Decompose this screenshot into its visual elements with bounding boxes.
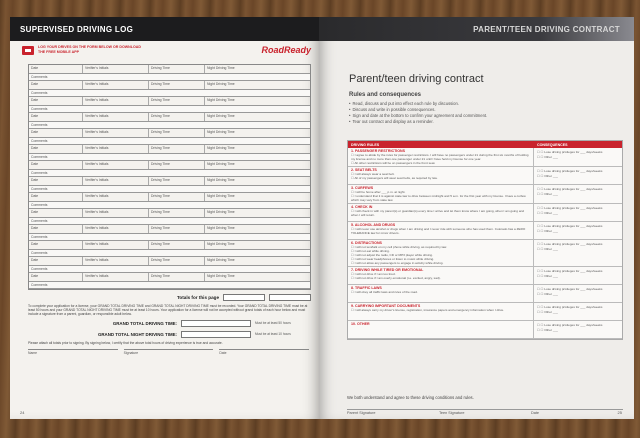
- log-entry-row[interactable]: [29, 225, 310, 234]
- page-totals-row: [28, 293, 311, 302]
- log-entry-label: Night Driving Time: [207, 210, 235, 214]
- rule-text-cell: [348, 185, 534, 203]
- grand-total-driving-row: [28, 319, 309, 328]
- log-entry-label: Date: [29, 241, 83, 249]
- log-comments-row[interactable]: Comments: [29, 90, 310, 97]
- log-entry-label: Verifier's Initials: [83, 257, 149, 265]
- log-entry-label: Night Driving Time: [207, 258, 235, 262]
- log-entry-row[interactable]: [29, 129, 310, 138]
- log-entry-row[interactable]: [29, 81, 310, 90]
- log-entry-label: Date: [29, 225, 83, 233]
- totals-driving-box[interactable]: [223, 294, 265, 301]
- consequence-option[interactable]: ☐ ☐ Lose driving privileges for ___ days/weeks: [537, 242, 619, 247]
- log-entry-row[interactable]: [29, 193, 310, 202]
- rule-text-cell: [348, 240, 534, 266]
- rule-title: 8. TRAFFIC LAWS: [351, 286, 382, 290]
- rule-title: 10. OTHER: [351, 322, 370, 326]
- consequence-option[interactable]: ☐ ☐ Other ___: [537, 310, 619, 315]
- grand-total-night-label: GRAND TOTAL NIGHT DRIVING TIME:: [97, 331, 177, 337]
- log-entry-label: Driving Time: [149, 177, 205, 185]
- grand-total-night-note: Must be at least 10 hours: [255, 332, 291, 337]
- log-entry-label: Night Driving Time: [207, 162, 235, 166]
- consequence-cell: [534, 240, 622, 266]
- rule-row: [348, 148, 622, 167]
- rule-text-cell: [348, 148, 534, 166]
- parent-signature-field[interactable]: Parent Signature: [347, 411, 376, 415]
- log-entry-label: Date: [29, 129, 83, 137]
- contract-subtitle: Rules and consequences: [349, 92, 422, 98]
- log-entry-label: Verifier's Initials: [83, 193, 149, 201]
- rule-checkbox-line[interactable]: ☐ I will not allow any passengers to engage in activity while driving.: [351, 261, 530, 265]
- rule-row: [348, 240, 622, 267]
- rule-row: [348, 185, 622, 204]
- log-entry-label: Verifier's Initials: [83, 209, 149, 217]
- consequence-option[interactable]: ☐ ☐ Lose driving privileges for ___ days/weeks: [537, 206, 619, 211]
- log-entry-label: Date: [29, 145, 83, 153]
- log-entry-row[interactable]: [29, 161, 310, 170]
- consequence-option[interactable]: ☐ ☐ Lose driving privileges for ___ days/weeks: [537, 187, 619, 192]
- log-entry-label: Night Driving Time: [207, 130, 235, 134]
- right-page-header: PARENT/TEEN DRIVING CONTRACT: [319, 17, 634, 41]
- log-entry-row[interactable]: [29, 113, 310, 122]
- signature-field[interactable]: Signature: [124, 349, 214, 355]
- rule-title: 3. CURFEWS: [351, 186, 374, 190]
- rule-row: [348, 204, 622, 222]
- bullet-item: • Discuss and write in possible consequences.: [349, 107, 634, 113]
- rules-table: [347, 140, 623, 340]
- log-entry-label: Night Driving Time: [207, 242, 235, 246]
- log-entry-row[interactable]: [29, 97, 310, 106]
- log-entry-label: Date: [29, 97, 83, 105]
- agreement-text: We both understand and agree to these driving conditions and rules.: [347, 395, 474, 400]
- bullet-item: • Sign and date at the bottom to confirm your agreement and commitment.: [349, 113, 634, 119]
- consequence-cell: [534, 167, 622, 184]
- brand-row: [22, 44, 311, 62]
- rule-row: [348, 222, 622, 240]
- log-entry-label: Date: [29, 65, 83, 73]
- rule-title: 1. PASSENGER RESTRICTIONS: [351, 149, 406, 153]
- log-entry-label: Date: [29, 81, 83, 89]
- consequence-cell: [534, 204, 622, 221]
- rule-title: 2. SEAT BELTS: [351, 168, 377, 172]
- log-entry-row[interactable]: [29, 257, 310, 266]
- log-entry-label: Driving Time: [149, 65, 205, 73]
- rule-checkbox-line[interactable]: ☐ I agree to abide by the rules for passenger restrictions. I will have no passengers under 21 during the first six months of holding my license and no more than one passenger under 21 until I have held my license for one year.: [351, 153, 530, 161]
- teen-signature-field[interactable]: Teen Signature: [439, 411, 465, 415]
- rule-text-cell: [348, 267, 534, 284]
- consequence-option[interactable]: ☐ ☐ Other ___: [537, 211, 619, 216]
- log-comments-row[interactable]: Comments: [29, 186, 310, 193]
- consequence-option[interactable]: ☐ ☐ Lose driving privileges for ___ days/weeks: [537, 287, 619, 292]
- rule-row: [348, 267, 622, 285]
- name-signature-field[interactable]: Name: [28, 349, 118, 355]
- rule-checkbox-line[interactable]: ☐ I will always carry my driver's license, registration, insurance papers and emergency information when I drive.: [351, 308, 530, 312]
- rule-checkbox-line[interactable]: ☐ All of my passengers will wear seat belts, as required by law.: [351, 176, 530, 180]
- log-entry-label: Verifier's Initials: [83, 129, 149, 137]
- contract-title: Parent/teen driving contract: [349, 73, 484, 85]
- log-entry-label: Night Driving Time: [207, 194, 235, 198]
- log-entry-label: Date: [29, 113, 83, 121]
- rule-row: [348, 285, 622, 303]
- log-comments-row[interactable]: Comments: [29, 202, 310, 209]
- consequence-option[interactable]: ☐ ☐ Lose driving privileges for ___ days/weeks: [537, 269, 619, 274]
- log-comments-row[interactable]: Comments: [29, 138, 310, 145]
- left-page-number: 24: [20, 410, 25, 415]
- rule-checkbox-line[interactable]: ☐ I will check in with my parent(s) or guardian(s) every time I arrive and let them know where I am going, when I am going and when I will return.: [351, 209, 530, 217]
- rule-checkbox-line[interactable]: ☐ I will not drive if I am too tired.: [351, 272, 530, 276]
- log-entry-label: Driving Time: [149, 209, 205, 217]
- log-entry-row[interactable]: [29, 177, 310, 186]
- log-comments-row[interactable]: Comments: [29, 234, 310, 241]
- log-entry-label: Night Driving Time: [207, 66, 235, 70]
- log-entry-label: Driving Time: [149, 97, 205, 105]
- rule-text-cell: [348, 321, 534, 338]
- log-entry-row[interactable]: [29, 65, 310, 74]
- consequence-cell: [534, 185, 622, 203]
- contract-signature-row: [347, 409, 623, 415]
- log-entry-label: Night Driving Time: [207, 114, 235, 118]
- log-comments-row[interactable]: Comments: [29, 154, 310, 161]
- rule-title: 4. CHECK IN: [351, 205, 373, 209]
- brand-note: LOG YOUR DRIVES ON THE FORM BELOW OR DOWNLOAD THE FREE MOBILE APP: [38, 45, 141, 54]
- log-entry-label: Driving Time: [149, 161, 205, 169]
- contract-date-field[interactable]: Date: [531, 411, 540, 415]
- consequence-option[interactable]: ☐ ☐ Other ___: [537, 247, 619, 252]
- app-icon: [22, 46, 34, 55]
- consequence-option[interactable]: ☐ ☐ Other ___: [537, 155, 619, 160]
- log-entry-label: Driving Time: [149, 241, 205, 249]
- log-entry-label: Date: [29, 193, 83, 201]
- rule-checkbox-line[interactable]: ☐ I will not wear headphones or listen to music while driving.: [351, 257, 530, 261]
- consequence-option[interactable]: ☐ ☐ Other ___: [537, 274, 619, 279]
- log-entry-label: Driving Time: [149, 273, 205, 281]
- rule-text-cell: [348, 167, 534, 184]
- log-entry-label: Night Driving Time: [207, 98, 235, 102]
- certify-paragraph: Please attach all totals prior to signing. By signing below, I certify that the above total hours of driving experience is true and accurate.: [28, 340, 223, 345]
- bullet-item: • Tear out contract and display as a reminder.: [349, 119, 634, 125]
- log-entry-row[interactable]: [29, 209, 310, 218]
- log-entry-label: Night Driving Time: [207, 146, 235, 150]
- consequence-option[interactable]: ☐ ☐ Lose driving privileges for ___ days/weeks: [537, 150, 619, 155]
- rules-body: [348, 148, 622, 339]
- log-entry-label: Verifier's Initials: [83, 145, 149, 153]
- totals-night-box[interactable]: [269, 294, 311, 301]
- log-entry-label: Verifier's Initials: [83, 97, 149, 105]
- rule-title: 5. ALCOHOL AND DRUGS: [351, 223, 396, 227]
- consequence-option[interactable]: ☐ ☐ Other ___: [537, 174, 619, 179]
- consequence-cell: [534, 222, 622, 239]
- log-entry-label: Date: [29, 257, 83, 265]
- rule-text-cell: [348, 285, 534, 302]
- left-signature-row: [28, 349, 309, 355]
- log-entry-label: Date: [29, 161, 83, 169]
- log-entry-label: Date: [29, 209, 83, 217]
- log-entry-label: Verifier's Initials: [83, 81, 149, 89]
- log-entry-label: Night Driving Time: [207, 226, 235, 230]
- rule-title: 7. DRIVING WHILE TIRED OR EMOTIONAL: [351, 268, 424, 272]
- rule-checkbox-line[interactable]: ☐ All other restrictions will be on passengers in the front seat.: [351, 161, 530, 165]
- log-entry-label: Verifier's Initials: [83, 65, 149, 73]
- consequence-cell: [534, 148, 622, 166]
- open-booklet: [10, 17, 634, 419]
- rule-checkbox-line[interactable]: ☐ I understand that it is against state law to drive between midnight and 5 a.m. for the first year with my license. I have a curfew which may vary from state law.: [351, 194, 530, 202]
- log-entry-label: Verifier's Initials: [83, 177, 149, 185]
- grand-total-driving-note: Must be at least 50 hours: [255, 321, 291, 326]
- log-comments-row[interactable]: Comments: [29, 170, 310, 177]
- rule-checkbox-line[interactable]: ☐ I will obey all traffic laws and rules of the road.: [351, 290, 530, 294]
- log-comments-row[interactable]: Comments: [29, 250, 310, 257]
- log-entry-label: Verifier's Initials: [83, 225, 149, 233]
- right-page-number: 25: [617, 410, 622, 415]
- consequence-option[interactable]: ☐ ☐ Other ___: [537, 229, 619, 234]
- log-comments-row[interactable]: Comments: [29, 266, 310, 273]
- log-comments-row[interactable]: Comments: [29, 282, 310, 289]
- log-comments-row[interactable]: Comments: [29, 218, 310, 225]
- rule-checkbox-line[interactable]: ☐ I will never use alcohol or drugs when I am driving and I never ride with someone who has used them. Colorado has a ZERO TOLERANCE law for minor drivers.: [351, 227, 530, 235]
- rule-text-cell: [348, 303, 534, 320]
- log-entry-label: Driving Time: [149, 129, 205, 137]
- log-entry-label: Verifier's Initials: [83, 161, 149, 169]
- rule-text-cell: [348, 222, 534, 239]
- log-entry-label: Driving Time: [149, 257, 205, 265]
- consequence-cell: [534, 303, 622, 320]
- log-entry-label: Driving Time: [149, 225, 205, 233]
- date-signature-field[interactable]: Date: [219, 349, 309, 355]
- rule-title: 6. DISTRACTIONS: [351, 241, 382, 245]
- rule-row: [348, 321, 622, 339]
- consequences-column-header: CONSEQUENCES: [537, 142, 568, 147]
- rules-table-header: [348, 141, 622, 148]
- rule-text-cell: [348, 204, 534, 221]
- rule-checkbox-line[interactable]: ☐ I will not text/talk on my cell phone while driving, as required by law.: [351, 245, 530, 249]
- log-entry-label: Verifier's Initials: [83, 241, 149, 249]
- log-entry-row[interactable]: [29, 241, 310, 250]
- roadready-logo: RoadReady: [261, 45, 311, 55]
- rule-checkbox-line[interactable]: ☐ I will be home after ___ p.m. at night.: [351, 190, 530, 194]
- rules-column-header: DRIVING RULES: [351, 142, 380, 147]
- consequence-option[interactable]: ☐ ☐ Lose driving privileges for ___ days/weeks: [537, 224, 619, 229]
- rule-checkbox-line[interactable]: ☐ I will not adjust the radio, CD or MP3 player while driving.: [351, 253, 530, 257]
- log-entry-label: Verifier's Initials: [83, 113, 149, 121]
- log-comments-row[interactable]: Comments: [29, 74, 310, 81]
- rule-row: [348, 167, 622, 185]
- totals-label: Totals for this page: [176, 295, 219, 300]
- grand-total-driving-box[interactable]: [181, 320, 251, 327]
- driving-log-table: [28, 64, 311, 290]
- log-entry-label: Night Driving Time: [207, 82, 235, 86]
- consequence-option[interactable]: ☐ ☐ Lose driving privileges for ___ days/weeks: [537, 169, 619, 174]
- supervised-driving-log-page: [10, 17, 319, 419]
- driving-contract-page: [319, 17, 634, 419]
- log-comments-row[interactable]: Comments: [29, 106, 310, 113]
- log-entry-label: Driving Time: [149, 113, 205, 121]
- log-entry-label: Night Driving Time: [207, 178, 235, 182]
- log-entry-label: Date: [29, 177, 83, 185]
- consequence-option[interactable]: ☐ ☐ Other ___: [537, 192, 619, 197]
- log-entry-label: Driving Time: [149, 193, 205, 201]
- rule-checkbox-line[interactable]: ☐ I will always wear a seat belt.: [351, 172, 530, 176]
- consequence-cell: [534, 267, 622, 284]
- log-entry-row[interactable]: [29, 273, 310, 282]
- consequence-cell: [534, 285, 622, 302]
- log-entry-row[interactable]: [29, 145, 310, 154]
- consequence-option[interactable]: ☐ ☐ Lose driving privileges for ___ days/weeks: [537, 323, 619, 328]
- log-comments-row[interactable]: Comments: [29, 122, 310, 129]
- instruction-bullets: [349, 101, 634, 125]
- log-entry-label: Night Driving Time: [207, 274, 235, 278]
- instructions-paragraph: To complete your application for a license, your GRAND TOTAL DRIVING TIME and GRAND TOTAL NIGHT DRIVING TIME must be recorded. Your GRAND TOTAL DRIVING TIME must be at least 50 hours and your GRAND TOTAL NIGHT DRIVING TIME must be at least 10 hours. Your application for a license will not be accepted without grand totals of each hour below and must include a signature from a parent, guardian, or responsible adult below.: [28, 304, 308, 317]
- log-entry-label: Driving Time: [149, 145, 205, 153]
- log-entry-label: Verifier's Initials: [83, 273, 149, 281]
- consequence-option[interactable]: ☐ ☐ Other ___: [537, 328, 619, 333]
- consequence-cell: [534, 321, 622, 338]
- log-entry-label: Driving Time: [149, 81, 205, 89]
- grand-total-night-row: [28, 330, 309, 339]
- rule-checkbox-line[interactable]: ☐ I will not eat while driving.: [351, 249, 530, 253]
- log-entry-label: Date: [29, 273, 83, 281]
- grand-total-night-box[interactable]: [181, 331, 251, 338]
- rule-row: [348, 303, 622, 321]
- bullet-item: • Read, discuss and put into effect each rule by discussion.: [349, 101, 634, 107]
- consequence-option[interactable]: ☐ ☐ Other ___: [537, 292, 619, 297]
- left-page-header: SUPERVISED DRIVING LOG: [10, 17, 319, 41]
- rule-title: 9. CARRYING IMPORTANT DOCUMENTS: [351, 304, 421, 308]
- grand-total-driving-label: GRAND TOTAL DRIVING TIME:: [112, 320, 177, 326]
- consequence-option[interactable]: ☐ ☐ Lose driving privileges for ___ days/weeks: [537, 305, 619, 310]
- rule-checkbox-line[interactable]: ☐ I will not drive if I am overly emotional (i.e. excited, angry, sad).: [351, 276, 530, 280]
